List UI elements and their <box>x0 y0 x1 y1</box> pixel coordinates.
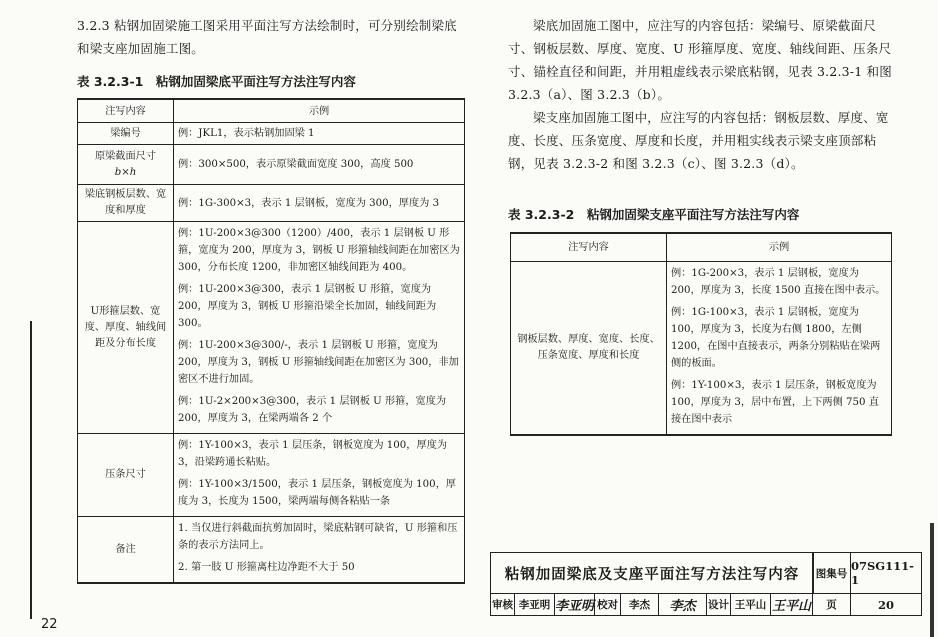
signature-row <box>490 593 922 616</box>
beam-support-text: 梁支座加固施工图中，应注写的内容包括：钢板层数、厚度、宽度、长度、压条宽度、厚度和长度，并用粗实线表示梁支座顶部粘钢，见表 3.2.3-2 和图 3.2.3（c）、图 3.2.3（d）。 <box>508 110 889 171</box>
drawing-title: 粘钢加固梁底及支座平面注写方法注写内容 <box>490 552 814 594</box>
row-label-text: 原梁截面尺寸 <box>94 150 157 162</box>
design-label: 设计 <box>706 593 730 616</box>
row-note-item: 2. 第一肢 U 形箍离柱边净距不大于 50 <box>178 562 355 573</box>
atlas-number: 07SG111-1 <box>850 552 922 593</box>
page-number-box: 20 <box>850 593 922 616</box>
row-example-item: 例：1U-200×3@300/-，表示 1 层钢板 U 形箍，宽度为 200，厚度为 3，钢板 U 形箍轴线间距在加密区为 300，非加密区不进行加固。 <box>178 340 459 385</box>
row-label: 压条尺寸 <box>78 434 174 517</box>
table1-header-example: 示例 <box>174 99 465 123</box>
table1-caption: 表 3.2.3-1 粘钢加固梁底平面注写方法注写内容 <box>77 74 356 89</box>
row-example-item: 例：1Y-100×3，表示 1 层压条，钢板宽度为 100，厚度为 3，沿梁跨通长粘贴。 <box>178 440 448 468</box>
table1 <box>77 98 465 584</box>
design-name: 王平山 <box>730 593 770 616</box>
row-note-item: 1. 当仅进行斜截面抗剪加固时，梁底粘钢可缺省，U 形箍和压条的表示方法同上。 <box>178 523 458 551</box>
check-name: 李杰 <box>620 593 658 616</box>
table1-header-content: 注写内容 <box>78 99 174 123</box>
row-example-item: 例：1G-200×3，表示 1 层钢板，宽度为 200，厚度为 3，长度 1500 直接在图中表示。 <box>671 267 886 296</box>
review-label: 审核 <box>490 593 514 616</box>
table-row <box>78 517 465 584</box>
row-example: 例：JKL1，表示粘钢加固梁 1 <box>174 123 465 145</box>
table2 <box>510 232 892 436</box>
row-label: 钢板层数、厚度、宽度、长度、压条宽度、厚度和长度 <box>511 261 667 435</box>
check-signature: 李杰 <box>658 593 706 616</box>
atlas-label: 图集号 <box>812 552 850 593</box>
page-label: 页 <box>812 593 850 616</box>
row-label: 备注 <box>78 517 174 584</box>
row-examples <box>667 261 892 435</box>
edge-shadow <box>930 523 934 637</box>
check-label: 校对 <box>594 593 620 616</box>
table2-caption: 表 3.2.3-2 粘钢加固梁支座平面注写方法注写内容 <box>508 207 800 222</box>
row-example-item: 例：1Y-100×3/1500，表示 1 层压条，钢板宽度为 100，厚度为 3，长度为 1500，梁两端每侧各粘贴一条 <box>178 479 456 507</box>
title-block <box>490 552 922 616</box>
table-row <box>78 434 465 517</box>
footer-page-number: 22 <box>41 617 58 632</box>
table2-header-example: 示例 <box>667 233 892 261</box>
table-row <box>78 222 465 434</box>
margin-line <box>30 321 32 619</box>
row-example-item: 例：1Y-100×3，表示 1 层压条，钢板宽度为 100，厚度为 3，居中布置，上下两侧 750 直接在图中表示 <box>671 379 879 425</box>
row-notes <box>174 517 465 584</box>
row-example: 例：300×500，表示原梁截面宽度 300，高度 500 <box>174 145 465 185</box>
table-row <box>78 123 465 145</box>
table1-header-row <box>78 99 465 123</box>
beam-bottom-text: 梁底加固施工图中，应注写的内容包括：梁编号、原梁截面尺寸、钢板层数、厚度、宽度、U 形箍厚度、宽度、轴线间距、压条尺寸、锚栓直径和间距，并用粗虚线表示梁底粘钢，见表 3.2.3-1 和图 3.2.3（a）、图 3.2.3（b）。 <box>508 18 892 102</box>
row-example: 例：1G-300×3，表示 1 层钢板，宽度为 300，厚度为 3 <box>174 185 465 222</box>
table2-header-content: 注写内容 <box>511 233 667 261</box>
row-example-item: 例：1U-200×3@300（1200）/400，表示 1 层钢板 U 形箍，宽度为 200，厚度为 3，钢板 U 形箍轴线间距在加密区为 300，分布长度 1200，非加密区轴线间距为 400。 <box>178 228 460 273</box>
row-examples <box>174 222 465 434</box>
section-intro-text: 3.2.3 粘钢加固梁施工图采用平面注写方法绘制时，可分别绘制梁底和梁支座加固施工图。 <box>77 18 457 56</box>
table-row <box>511 261 892 435</box>
row-label: 梁底钢板层数、宽度和厚度 <box>78 185 174 222</box>
design-signature: 王平山 <box>770 593 812 616</box>
row-label: U形箍层数、宽度、厚度、轴线间距及分布长度 <box>78 222 174 434</box>
table2-header-row <box>511 233 892 261</box>
row-example-item: 例：1U-2×200×3@300，表示 1 层钢板 U 形箍，宽度为 200，厚度为 3，在梁两端各 2 个 <box>178 396 447 424</box>
row-examples <box>174 434 465 517</box>
row-example-item: 例：1G-100×3，表示 1 层钢板，宽度为 100，厚度为 3，长度为右侧 1800，左侧 1200，在图中直接表示，两条分别粘贴在梁两侧的板面。 <box>671 306 881 369</box>
row-label <box>78 145 174 185</box>
table-row <box>78 145 465 185</box>
review-name: 李亚明 <box>514 593 554 616</box>
table-row <box>78 185 465 222</box>
row-label-symbol: b×h <box>114 166 137 178</box>
row-label: 梁编号 <box>78 123 174 145</box>
row-example-item: 例：1U-200×3@300，表示 1 层钢板 U 形箍，宽度为 200，厚度为 3，钢板 U 形箍沿梁全长加固，轴线间距为 300。 <box>178 284 437 329</box>
review-signature: 李亚明 <box>554 593 594 616</box>
